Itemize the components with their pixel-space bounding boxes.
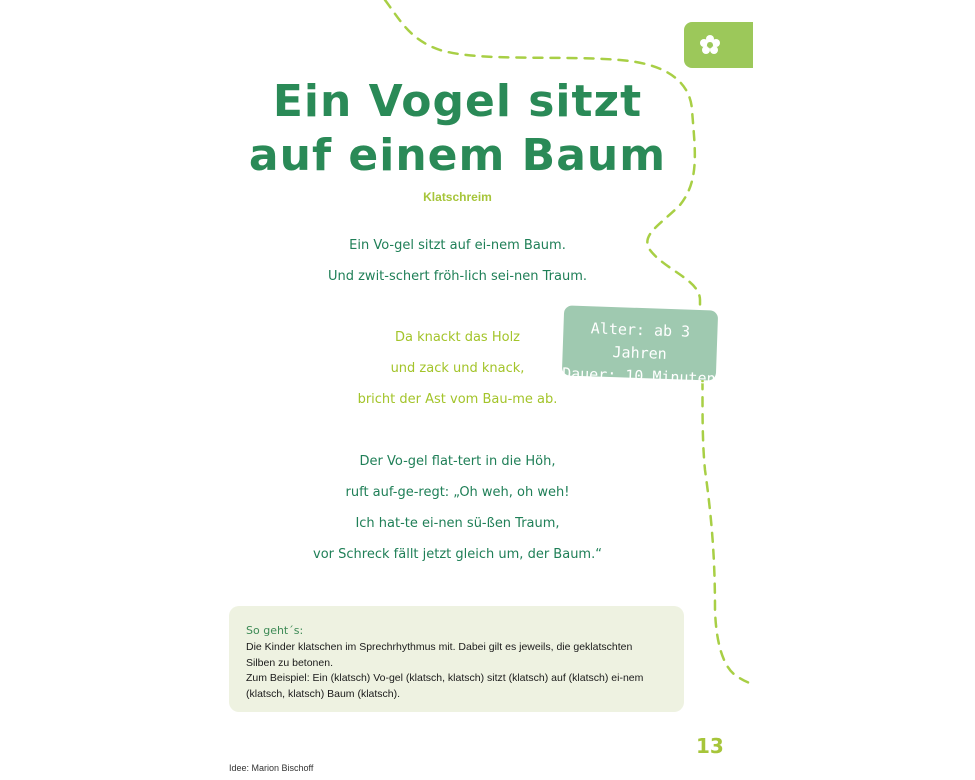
- age-label: Alter: ab 3 Jahren: [590, 319, 691, 363]
- verse-line: und zack und knack,: [390, 361, 525, 376]
- verse-line: vor Schreck fällt jetzt gleich um, der Baum.“: [313, 547, 602, 562]
- title-line-2: auf einem Baum: [248, 130, 667, 181]
- verse-line: bricht der Ast vom Bau-me ab.: [357, 392, 558, 407]
- verse-line: Da knackt das Holz: [394, 330, 521, 345]
- verse-line: Und zwit-schert fröh-lich sei-nen Traum.: [327, 269, 588, 284]
- instructions-line: Silben zu betonen.: [246, 656, 333, 669]
- instructions-text: [246, 640, 643, 702]
- instructions-line: Zum Beispiel: Ein (klatsch) Vo-gel (klatsch, klatsch) sitzt (klatsch) auf (klatsch) ei-nem: [246, 672, 644, 684]
- flower-icon: [698, 33, 722, 57]
- verse-line: Ein Vo-gel sitzt auf ei-nem Baum.: [349, 238, 566, 253]
- page-number: 13: [696, 734, 724, 758]
- title-line-1: Ein Vogel sitzt: [272, 76, 643, 127]
- verse-line: Der Vo-gel flat-tert in die Höh,: [359, 454, 556, 469]
- instructions-title: So geht´s:: [246, 624, 304, 637]
- verse-line: Ich hat-te ei-nen sü-ßen Traum,: [355, 516, 560, 531]
- subtitle: Klatschreim: [423, 190, 492, 204]
- instructions-line: Die Kinder klatschen im Sprechrhythmus mit. Dabei gilt es jeweils, die geklatschten: [246, 641, 633, 653]
- stanza-3: [230, 446, 685, 570]
- author-credit: Idee: Marion Bischoff: [229, 763, 314, 773]
- duration-label: Dauer: 10 Minuten: [561, 364, 716, 388]
- verse-line: ruft auf-ge-regt: „Oh weh, oh weh!: [345, 485, 570, 500]
- page-title: [230, 75, 685, 183]
- instructions-line: (klatsch, klatsch) Baum (klatsch).: [246, 687, 401, 700]
- stanza-1: [230, 230, 685, 292]
- instructions-box: [229, 606, 684, 712]
- age-duration-badge: [561, 305, 718, 388]
